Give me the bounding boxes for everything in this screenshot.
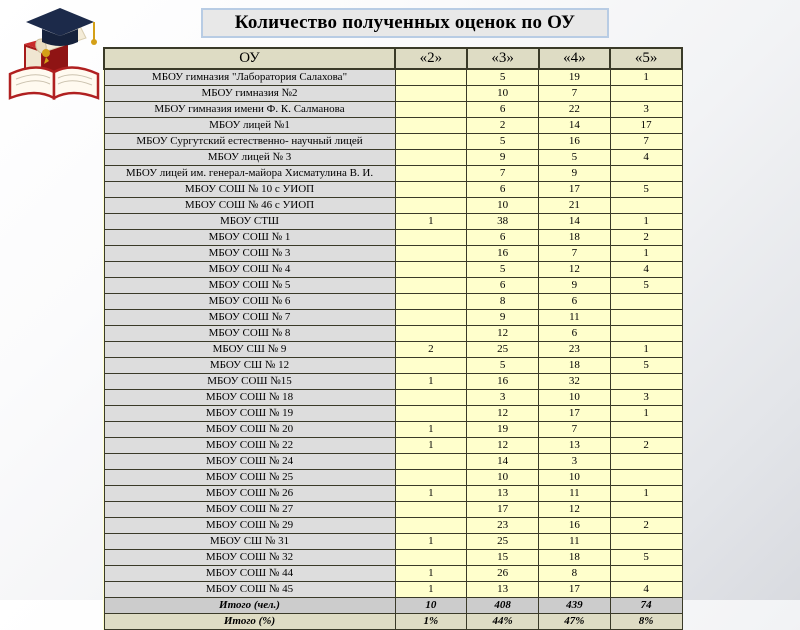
count-cell-grade-4: 8 [539, 566, 611, 582]
school-name-cell: МБОУ СОШ № 7 [104, 310, 395, 326]
school-name-cell: МБОУ СОШ № 4 [104, 262, 395, 278]
column-header-grade-3: «3» [467, 48, 539, 69]
school-name-cell: МБОУ гимназия "Лаборатория Салахова" [104, 69, 395, 86]
school-name-cell: МБОУ гимназия имени Ф. К. Салманова [104, 102, 395, 118]
count-cell-grade-4: 7 [539, 86, 611, 102]
count-cell-grade-3: 10 [467, 198, 539, 214]
total-cell-grade-5: 74 [610, 598, 682, 614]
table-row [104, 406, 682, 422]
total-label-cell: Итого (чел.) [104, 598, 395, 614]
school-name-cell: МБОУ СОШ № 44 [104, 566, 395, 582]
count-cell-grade-5: 4 [610, 582, 682, 598]
count-cell-grade-3: 5 [467, 358, 539, 374]
count-cell-grade-4: 11 [539, 486, 611, 502]
table-row [104, 198, 682, 214]
count-cell-grade-3: 7 [467, 166, 539, 182]
count-cell-grade-3: 16 [467, 374, 539, 390]
table-row [104, 534, 682, 550]
school-name-cell: МБОУ СТШ [104, 214, 395, 230]
school-name-cell: МБОУ СОШ № 32 [104, 550, 395, 566]
table-row [104, 582, 682, 598]
count-cell-grade-5: 1 [610, 342, 682, 358]
count-cell-grade-2: 1 [395, 566, 467, 582]
count-cell-grade-3: 12 [467, 438, 539, 454]
count-cell-grade-3: 16 [467, 246, 539, 262]
total-cell-grade-3: 408 [467, 598, 539, 614]
table-row [104, 422, 682, 438]
count-cell-grade-4: 16 [539, 134, 611, 150]
count-cell-grade-2 [395, 118, 467, 134]
table-row [104, 278, 682, 294]
count-cell-grade-5: 7 [610, 134, 682, 150]
school-name-cell: МБОУ СОШ № 8 [104, 326, 395, 342]
count-cell-grade-3: 3 [467, 390, 539, 406]
count-cell-grade-4: 10 [539, 390, 611, 406]
count-cell-grade-4: 6 [539, 294, 611, 310]
count-cell-grade-3: 2 [467, 118, 539, 134]
school-name-cell: МБОУ СОШ № 45 [104, 582, 395, 598]
count-cell-grade-5 [610, 534, 682, 550]
count-cell-grade-3: 6 [467, 278, 539, 294]
count-cell-grade-5 [610, 326, 682, 342]
table-row [104, 518, 682, 534]
total-label-cell: Итого (%) [104, 614, 395, 630]
count-cell-grade-5: 2 [610, 438, 682, 454]
school-name-cell: МБОУ СШ № 9 [104, 342, 395, 358]
count-cell-grade-3: 13 [467, 582, 539, 598]
school-name-cell: МБОУ СОШ № 18 [104, 390, 395, 406]
table-row [104, 182, 682, 198]
table-row [104, 150, 682, 166]
count-cell-grade-2 [395, 550, 467, 566]
count-cell-grade-4: 9 [539, 166, 611, 182]
count-cell-grade-2 [395, 86, 467, 102]
count-cell-grade-2: 2 [395, 342, 467, 358]
school-name-cell: МБОУ СОШ № 27 [104, 502, 395, 518]
total-cell-grade-2: 1% [395, 614, 467, 630]
school-name-cell: МБОУ Сургутский естественно- научный лицей [104, 134, 395, 150]
table-body [104, 69, 682, 630]
count-cell-grade-5 [610, 422, 682, 438]
count-cell-grade-2: 1 [395, 214, 467, 230]
count-cell-grade-2: 1 [395, 438, 467, 454]
count-cell-grade-2 [395, 454, 467, 470]
count-cell-grade-2 [395, 278, 467, 294]
grades-table [103, 47, 683, 630]
count-cell-grade-4: 32 [539, 374, 611, 390]
count-cell-grade-5: 17 [610, 118, 682, 134]
graduation-cap-books-emblem [2, 0, 106, 104]
count-cell-grade-5: 1 [610, 214, 682, 230]
count-cell-grade-4: 10 [539, 470, 611, 486]
school-name-cell: МБОУ СОШ № 6 [104, 294, 395, 310]
count-cell-grade-4: 19 [539, 69, 611, 86]
count-cell-grade-3: 14 [467, 454, 539, 470]
count-cell-grade-3: 15 [467, 550, 539, 566]
count-cell-grade-5 [610, 166, 682, 182]
count-cell-grade-5 [610, 294, 682, 310]
school-name-cell: МБОУ СОШ № 25 [104, 470, 395, 486]
count-cell-grade-2: 1 [395, 534, 467, 550]
page-title: Количество полученных оценок по ОУ [234, 12, 576, 33]
table-row [104, 246, 682, 262]
table-header-row [104, 48, 682, 69]
count-cell-grade-4: 23 [539, 342, 611, 358]
school-name-cell: МБОУ гимназия №2 [104, 86, 395, 102]
column-header-grade-2: «2» [395, 48, 467, 69]
school-name-cell: МБОУ СОШ № 29 [104, 518, 395, 534]
count-cell-grade-4: 17 [539, 182, 611, 198]
count-cell-grade-5 [610, 454, 682, 470]
page-title-box [201, 8, 609, 38]
count-cell-grade-3: 10 [467, 470, 539, 486]
count-cell-grade-5: 1 [610, 69, 682, 86]
count-cell-grade-4: 9 [539, 278, 611, 294]
count-cell-grade-4: 14 [539, 118, 611, 134]
count-cell-grade-5: 5 [610, 550, 682, 566]
count-cell-grade-5 [610, 198, 682, 214]
count-cell-grade-2 [395, 102, 467, 118]
table-row [104, 502, 682, 518]
count-cell-grade-3: 5 [467, 134, 539, 150]
count-cell-grade-2: 1 [395, 486, 467, 502]
column-header-grade-4: «4» [539, 48, 611, 69]
column-header-school: ОУ [104, 48, 395, 69]
school-name-cell: МБОУ СОШ № 26 [104, 486, 395, 502]
count-cell-grade-2 [395, 230, 467, 246]
count-cell-grade-5: 4 [610, 262, 682, 278]
school-name-cell: МБОУ СОШ № 46 с УИОП [104, 198, 395, 214]
school-name-cell: МБОУ СОШ № 1 [104, 230, 395, 246]
count-cell-grade-5: 2 [610, 518, 682, 534]
count-cell-grade-3: 5 [467, 262, 539, 278]
total-cell-grade-3: 44% [467, 614, 539, 630]
table-row [104, 134, 682, 150]
count-cell-grade-3: 12 [467, 326, 539, 342]
table-row [104, 166, 682, 182]
count-cell-grade-5: 4 [610, 150, 682, 166]
count-cell-grade-5 [610, 86, 682, 102]
count-cell-grade-5 [610, 470, 682, 486]
table-row [104, 438, 682, 454]
count-cell-grade-4: 18 [539, 358, 611, 374]
count-cell-grade-5: 1 [610, 246, 682, 262]
school-name-cell: МБОУ СОШ №15 [104, 374, 395, 390]
count-cell-grade-3: 12 [467, 406, 539, 422]
table-row [104, 342, 682, 358]
count-cell-grade-5: 3 [610, 102, 682, 118]
count-cell-grade-5 [610, 566, 682, 582]
count-cell-grade-2 [395, 246, 467, 262]
school-name-cell: МБОУ СОШ № 3 [104, 246, 395, 262]
count-cell-grade-5: 5 [610, 278, 682, 294]
count-cell-grade-2 [395, 198, 467, 214]
school-name-cell: МБОУ СШ № 31 [104, 534, 395, 550]
table-row [104, 454, 682, 470]
count-cell-grade-3: 5 [467, 69, 539, 86]
count-cell-grade-4: 14 [539, 214, 611, 230]
count-cell-grade-4: 5 [539, 150, 611, 166]
table-row [104, 102, 682, 118]
table-row [104, 390, 682, 406]
count-cell-grade-3: 19 [467, 422, 539, 438]
table-row [104, 262, 682, 278]
open-book-icon [10, 67, 98, 98]
school-name-cell: МБОУ СОШ № 22 [104, 438, 395, 454]
table-row [104, 118, 682, 134]
total-cell-grade-4: 439 [539, 598, 611, 614]
count-cell-grade-2 [395, 69, 467, 86]
table-row [104, 69, 682, 86]
count-cell-grade-4: 11 [539, 310, 611, 326]
count-cell-grade-4: 21 [539, 198, 611, 214]
count-cell-grade-2 [395, 166, 467, 182]
table-row [104, 214, 682, 230]
total-cell-grade-4: 47% [539, 614, 611, 630]
table-row [104, 86, 682, 102]
count-cell-grade-3: 17 [467, 502, 539, 518]
count-cell-grade-3: 26 [467, 566, 539, 582]
count-cell-grade-2: 1 [395, 582, 467, 598]
table-row [104, 230, 682, 246]
count-cell-grade-2 [395, 294, 467, 310]
count-cell-grade-3: 8 [467, 294, 539, 310]
table-row [104, 326, 682, 342]
count-cell-grade-2 [395, 390, 467, 406]
count-cell-grade-3: 25 [467, 342, 539, 358]
count-cell-grade-5 [610, 310, 682, 326]
table-row [104, 294, 682, 310]
school-name-cell: МБОУ СШ № 12 [104, 358, 395, 374]
school-name-cell: МБОУ лицей им. генерал-майора Хисматулина В. И. [104, 166, 395, 182]
count-cell-grade-2 [395, 262, 467, 278]
count-cell-grade-4: 12 [539, 262, 611, 278]
count-cell-grade-2 [395, 326, 467, 342]
count-cell-grade-2 [395, 182, 467, 198]
count-cell-grade-3: 23 [467, 518, 539, 534]
column-header-grade-5: «5» [610, 48, 682, 69]
total-cell-grade-2: 10 [395, 598, 467, 614]
count-cell-grade-5: 5 [610, 182, 682, 198]
count-cell-grade-3: 9 [467, 150, 539, 166]
count-cell-grade-5 [610, 374, 682, 390]
count-cell-grade-4: 22 [539, 102, 611, 118]
table-row [104, 550, 682, 566]
count-cell-grade-3: 10 [467, 86, 539, 102]
count-cell-grade-2 [395, 406, 467, 422]
count-cell-grade-4: 16 [539, 518, 611, 534]
table-row [104, 310, 682, 326]
count-cell-grade-2 [395, 502, 467, 518]
count-cell-grade-2 [395, 518, 467, 534]
count-cell-grade-3: 9 [467, 310, 539, 326]
count-cell-grade-4: 11 [539, 534, 611, 550]
count-cell-grade-4: 18 [539, 230, 611, 246]
count-cell-grade-2 [395, 150, 467, 166]
table-row [104, 374, 682, 390]
count-cell-grade-2 [395, 310, 467, 326]
count-cell-grade-3: 13 [467, 486, 539, 502]
count-cell-grade-2: 1 [395, 374, 467, 390]
school-name-cell: МБОУ СОШ № 5 [104, 278, 395, 294]
count-cell-grade-4: 17 [539, 406, 611, 422]
count-cell-grade-3: 6 [467, 230, 539, 246]
table-row [104, 358, 682, 374]
count-cell-grade-5: 1 [610, 406, 682, 422]
school-name-cell: МБОУ СОШ № 24 [104, 454, 395, 470]
count-cell-grade-5: 3 [610, 390, 682, 406]
table-row [104, 470, 682, 486]
school-name-cell: МБОУ лицей №1 [104, 118, 395, 134]
count-cell-grade-4: 17 [539, 582, 611, 598]
count-cell-grade-4: 18 [539, 550, 611, 566]
count-cell-grade-3: 6 [467, 102, 539, 118]
count-cell-grade-4: 7 [539, 246, 611, 262]
count-cell-grade-3: 6 [467, 182, 539, 198]
count-cell-grade-5: 1 [610, 486, 682, 502]
total-cell-grade-5: 8% [610, 614, 682, 630]
table-row [104, 566, 682, 582]
table-header [104, 48, 682, 69]
count-cell-grade-4: 13 [539, 438, 611, 454]
count-cell-grade-5: 2 [610, 230, 682, 246]
count-cell-grade-2 [395, 358, 467, 374]
count-cell-grade-4: 7 [539, 422, 611, 438]
school-name-cell: МБОУ СОШ № 10 с УИОП [104, 182, 395, 198]
count-cell-grade-2 [395, 134, 467, 150]
count-cell-grade-2 [395, 470, 467, 486]
count-cell-grade-2: 1 [395, 422, 467, 438]
count-cell-grade-5 [610, 502, 682, 518]
count-cell-grade-3: 38 [467, 214, 539, 230]
school-name-cell: МБОУ СОШ № 20 [104, 422, 395, 438]
total-row-percent [104, 614, 682, 630]
count-cell-grade-4: 6 [539, 326, 611, 342]
school-name-cell: МБОУ СОШ № 19 [104, 406, 395, 422]
table-row [104, 486, 682, 502]
count-cell-grade-4: 3 [539, 454, 611, 470]
count-cell-grade-4: 12 [539, 502, 611, 518]
school-name-cell: МБОУ лицей № 3 [104, 150, 395, 166]
count-cell-grade-5: 5 [610, 358, 682, 374]
count-cell-grade-3: 25 [467, 534, 539, 550]
